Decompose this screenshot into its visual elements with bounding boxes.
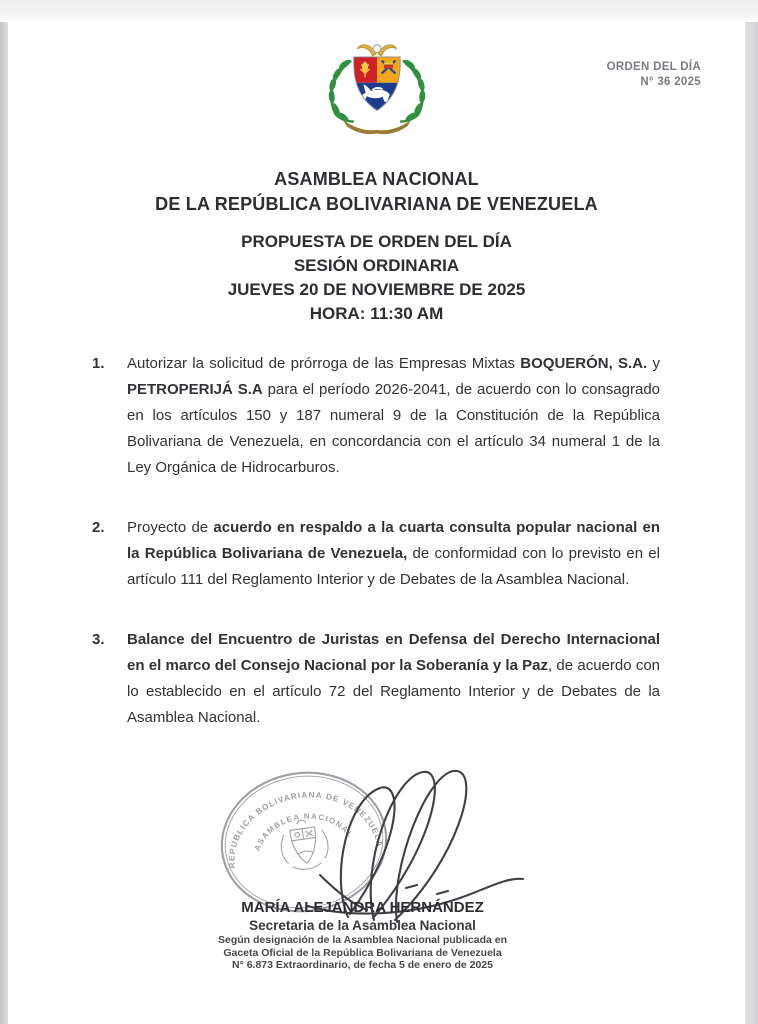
signature-visual xyxy=(8,765,745,899)
item-text: Autorizar la solicitud de prórroga de las Empresas Mixtas BOQUERÓN, S.A. y PETROPERIJÁ S.A para el período 2026-2041, de acuerdo con lo consagrado en los artículos 150 y 187 numeral 9 de la Constitución de la República Bolivariana de Venezuela, en concordancia con el artículo 34 numeral 1 de la Ley Orgánica de Hidrocarburos. xyxy=(127,355,660,476)
laurel-branch-left xyxy=(328,58,354,123)
venezuela-coat-of-arms-icon xyxy=(317,37,437,147)
item-text: Balance del Encuentro de Juristas en Defensa del Derecho Internacional en el marco del Consejo Nacional por la Soberanía y la Paz, de acuerdo con lo establecido en el artículo 72 del Reglamento Interior y de Debates de la Asamblea Nacional. xyxy=(127,631,660,726)
seal-outer-text: REPÚBLICA BOLIVARIANA DE VENEZUELA xyxy=(227,790,385,869)
orden-del-dia-badge xyxy=(607,60,701,90)
photo-edge-left xyxy=(0,22,8,1024)
item-number: 1. xyxy=(92,355,105,372)
document-header xyxy=(8,22,745,165)
signature-text xyxy=(0,899,731,972)
org-line2: DE LA REPÚBLICA BOLIVARIANA DE VENEZUELA xyxy=(155,194,598,214)
organization-title xyxy=(8,167,745,217)
title-line1: PROPUESTA DE ORDEN DEL DÍA xyxy=(241,232,512,251)
item-number: 3. xyxy=(92,631,105,648)
signer-role: Secretaria de la Asamblea Nacional xyxy=(249,918,476,933)
document-title xyxy=(8,230,745,326)
item-number: 2. xyxy=(92,519,105,536)
signer-note-line1: Según designación de la Asamblea Nacional publicada en xyxy=(217,934,508,946)
badge-line1: ORDEN DEL DÍA xyxy=(606,61,701,73)
photo-edge-right xyxy=(745,22,758,1024)
title-time: HORA: 11:30 AM xyxy=(309,304,444,323)
signature-block xyxy=(8,765,745,972)
signer-note-line3: N° 6.873 Extraordinario, de fecha 5 de enero de 2025 xyxy=(232,959,493,971)
signer-note-line2: Gaceta Oficial de la República Bolivariana de Venezuela xyxy=(223,946,502,959)
agenda-item-3 xyxy=(92,627,660,731)
palm-branch-right xyxy=(400,58,426,123)
signer-name: MARÍA ALEJANDRA HERNÁNDEZ xyxy=(241,899,484,916)
document-page xyxy=(8,22,745,1024)
item-text: Proyecto de acuerdo en respaldo a la cuarta consulta popular nacional en la República Bolivariana de Venezuela, de conformidad con lo previsto en el artículo 111 del Reglamento Interior y de Debates de la Asamblea Nacional. xyxy=(127,519,660,588)
photo-background-top xyxy=(0,0,758,22)
title-date: JUEVES 20 DE NOVIEMBRE DE 2025 xyxy=(227,280,526,299)
badge-line2: N° 36 2025 xyxy=(640,76,701,88)
agenda-list xyxy=(8,351,745,731)
agenda-item-1 xyxy=(92,351,660,481)
agenda-item-2 xyxy=(92,515,660,593)
title-line2: SESIÓN ORDINARIA xyxy=(293,256,460,275)
seal-inner-text: ASAMBLEA NACIONAL xyxy=(252,811,356,853)
org-line1: ASAMBLEA NACIONAL xyxy=(274,169,479,189)
